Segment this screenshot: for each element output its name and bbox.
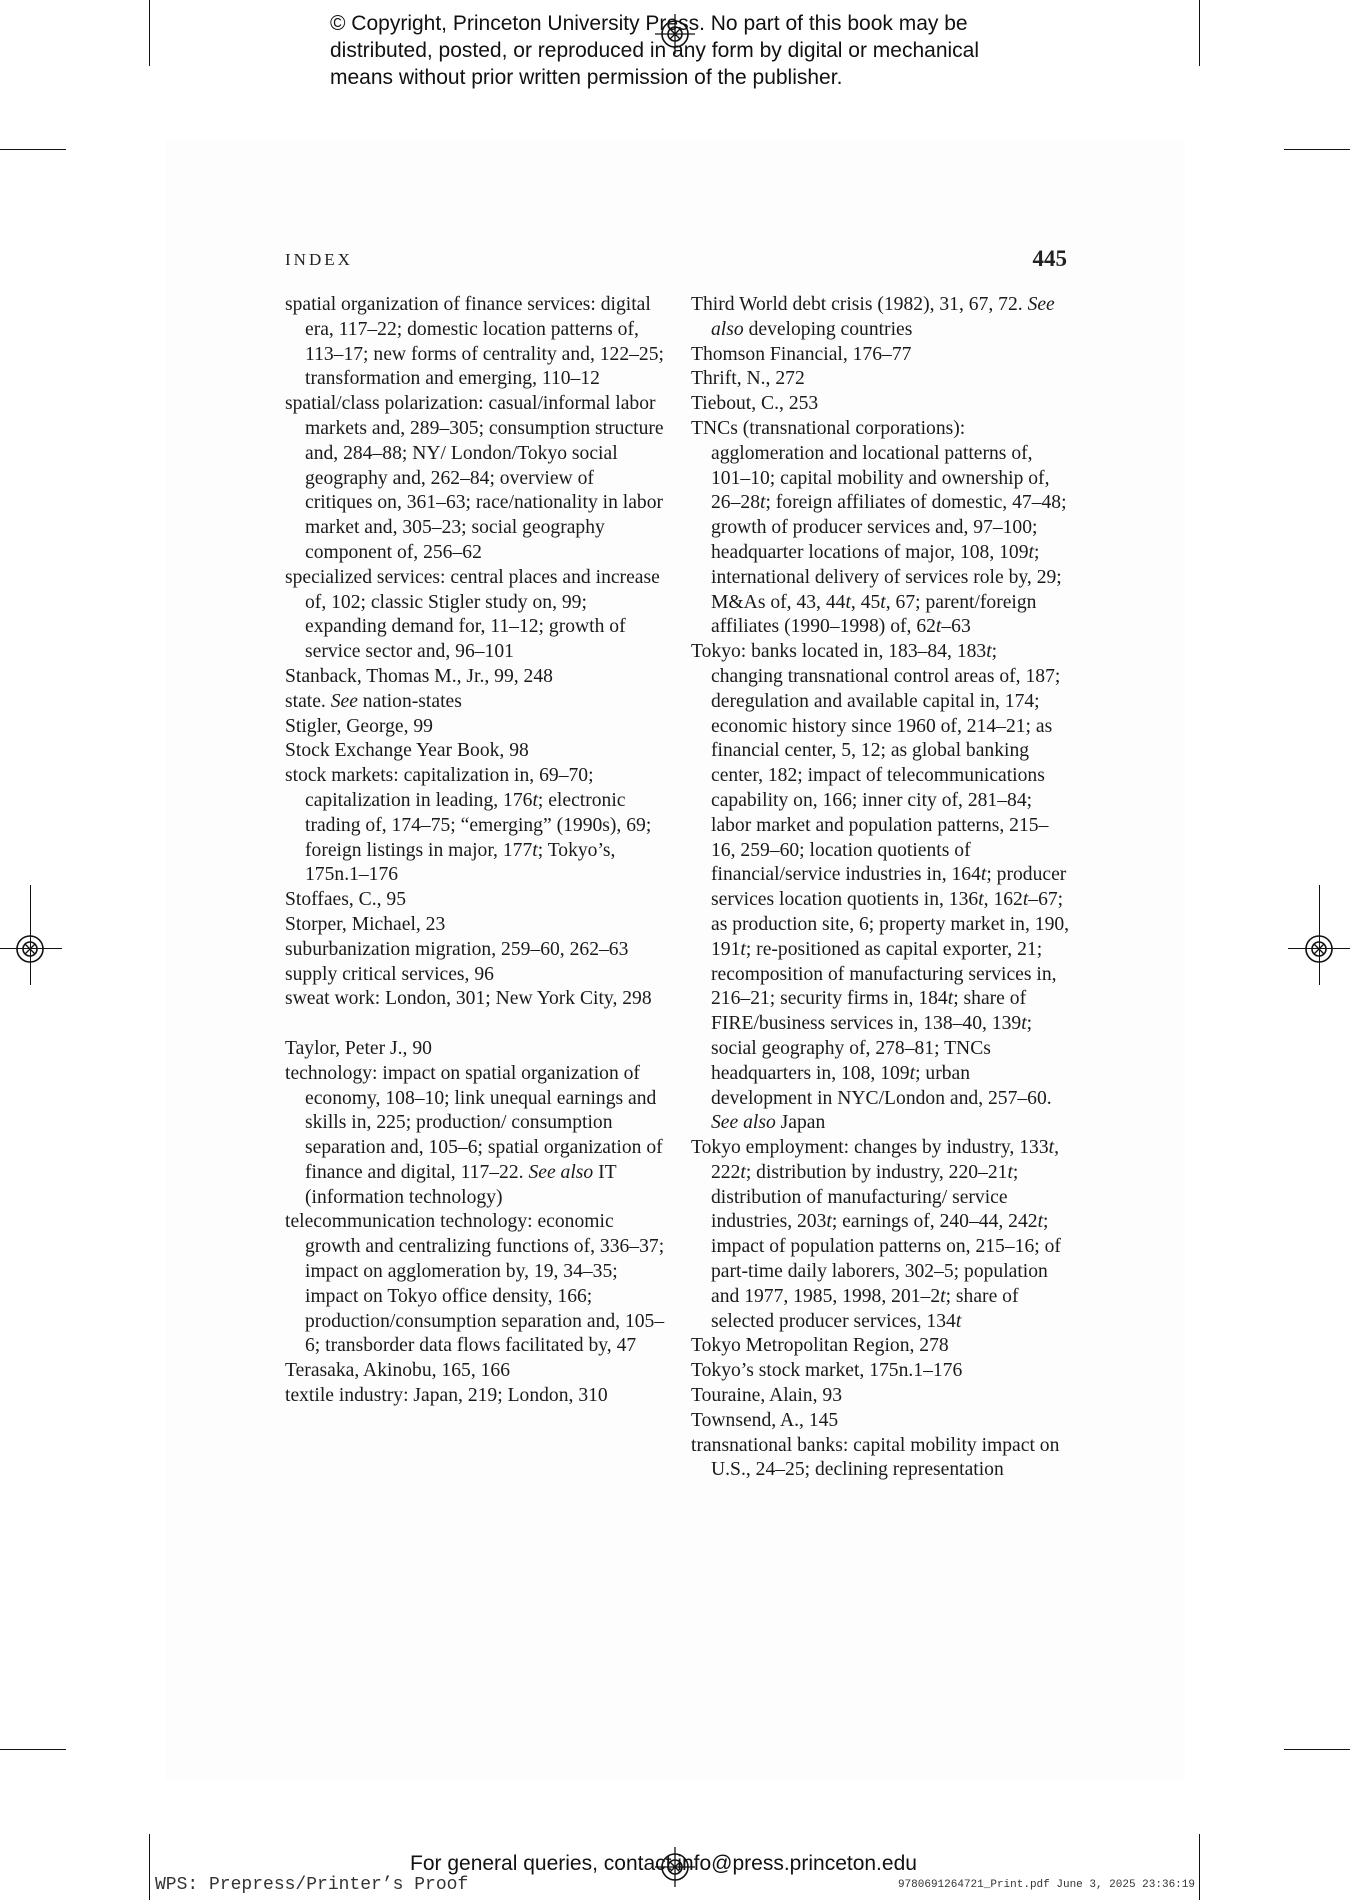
registration-mark-icon xyxy=(1299,929,1339,969)
index-entry: spatial organization of finance services: digital era, 117–22; domestic location patterns of, 113–17; new forms of centrality and, 122–25; transformation and emerging, 110–12 xyxy=(285,294,664,390)
proof-label: WPS: Prepress/Printer’s Proof xyxy=(155,1875,469,1895)
crop-mark xyxy=(149,1834,150,1900)
copyright-notice xyxy=(330,10,1090,91)
index-entry: Storper, Michael, 23 xyxy=(285,913,446,935)
index-entry: spatial/class polarization: casual/informal labor markets and, 289–305; consumption structure and, 284–88; NY/ London/Tokyo social geography and, 262–84; overview of critiques on, 361–63; race/nationality in labor market and, 305–23; social geography component of, 256–62 xyxy=(285,393,664,563)
page-number: 445 xyxy=(1032,246,1067,271)
index-entry: specialized services: central places and increase of, 102; classic Stigler study on, 99; expanding demand for, 11–12; growth of service sector and, 96–101 xyxy=(285,566,660,663)
index-entry: Stoffaes, C., 95 xyxy=(285,889,407,911)
crop-mark xyxy=(149,0,150,66)
index-entry: Tokyo: banks located in, 183–84, 183t; changing transnational control areas of, 187; deregulation and available capital in, 174; economic history since 1960 of, 214–21; as financial center, 5, 12; as global banking center, 182; impact of telecommunications capability on, 166; inner city of, 281–84; labor market and population patterns, 215–16, 259–60; location quotients of financial/service industries in, 164t; producer services location quotients in, 136t, 162t–67; as production site, 6; property market in, 190, 191t; re-positioned as capital exporter, 21; recomposition of manufacturing services in, 216–21; security firms in, 184t; share of FIRE/business services in, 138–40, 139t; social geography of, 278–81; TNCs headquarters in, 108, 109t; urban development in NYC/London and, 257–60. See also Japan xyxy=(691,641,1070,1134)
index-column-left xyxy=(285,293,665,1409)
index-entry: sweat work: London, 301; New York City, 298 xyxy=(285,988,652,1010)
index-entry: transnational banks: capital mobility impact on U.S., 24–25; declining representation xyxy=(691,1434,1060,1481)
crop-mark xyxy=(1284,149,1350,150)
registration-mark-icon xyxy=(10,929,50,969)
index-entry: suburbanization migration, 259–60, 262–63 xyxy=(285,938,629,960)
index-entry: Third World debt crisis (1982), 31, 67, 72. See also developing countries xyxy=(691,294,1055,340)
index-entry: Townsend, A., 145 xyxy=(691,1409,839,1431)
crop-mark xyxy=(0,149,66,150)
index-entry: Thomson Financial, 176–77 xyxy=(691,343,912,365)
copyright-line: means without prior written permission of the publisher. xyxy=(330,66,843,89)
index-entry: technology: impact on spatial organization of economy, 108–10; link unequal earnings and skills in, 225; production/ consumption separation and, 105–6; spatial organization of finance and digital, 117–22. See also IT (information technology) xyxy=(285,1062,663,1208)
copyright-line: © Copyright, Princeton University Press. No part of this book may be xyxy=(330,12,968,35)
crop-mark xyxy=(0,1749,66,1750)
index-entry: stock markets: capitalization in, 69–70; capitalization in leading, 176t; electronic trading of, 174–75; “emerging” (1990s), 69; foreign listings in major, 177t; Tokyo’s, 175n.1–176 xyxy=(285,765,652,886)
index-entry: Stock Exchange Year Book, 98 xyxy=(285,740,529,762)
index-entry: Stanback, Thomas M., Jr., 99, 248 xyxy=(285,665,553,687)
file-info: 9780691264721_Print.pdf June 3, 2025 23:36:19 xyxy=(897,1879,1195,1891)
index-entry: textile industry: Japan, 219; London, 310 xyxy=(285,1385,608,1407)
index-entry: Touraine, Alain, 93 xyxy=(691,1385,842,1407)
index-entry: Tokyo employment: changes by industry, 133t, 222t; distribution by industry, 220–21t; distribution of manufacturing/ service industries, 203t; earnings of, 240–44, 242t; impact of population patterns on, 215–16; of part-time daily laborers, 302–5; population and 1977, 1985, 1998, 201–2t; share of selected producer services, 134t xyxy=(691,1137,1061,1332)
index-entry: Taylor, Peter J., 90 xyxy=(285,1037,432,1059)
index-entry: Tokyo Metropolitan Region, 278 xyxy=(691,1335,949,1357)
index-entry: state. See nation-states xyxy=(285,690,462,712)
crop-mark xyxy=(1199,0,1200,66)
index-entry: Stigler, George, 99 xyxy=(285,715,433,737)
index-entry: TNCs (transnational corporations): agglomeration and locational patterns of, 101–10; capital mobility and ownership of, 26–28t; foreign affiliates of domestic, 47–48; growth of producer services and, 97–100; headquarter locations of major, 108, 109t; international delivery of services role by, 29; M&As of, 43, 44t, 45t, 67; parent/foreign affiliates (1990–1998) of, 62t–63 xyxy=(691,417,1067,638)
index-entry: Terasaka, Akinobu, 165, 166 xyxy=(285,1360,511,1382)
copyright-line: distributed, posted, or reproduced in any form by digital or mechanical xyxy=(330,39,980,62)
crop-mark xyxy=(1284,1749,1350,1750)
index-entry: Tiebout, C., 253 xyxy=(691,393,819,415)
crop-mark xyxy=(1199,1834,1200,1900)
index-entry: supply critical services, 96 xyxy=(285,963,494,985)
index-entry: telecommunication technology: economic growth and centralizing functions of, 336–37; impact on agglomeration by, 19, 34–35; impact on Tokyo office density, 166; production/consumption separation and, 105–6; transborder data flows facilitated by, 47 xyxy=(285,1211,665,1357)
general-queries-line: For general queries, contact info@press.princeton.edu xyxy=(410,1852,917,1875)
index-entry: Thrift, N., 272 xyxy=(691,368,805,390)
index-entry: Tokyo’s stock market, 175n.1–176 xyxy=(691,1360,963,1382)
running-head: INDEX xyxy=(285,250,353,269)
index-column-right xyxy=(691,293,1071,1483)
